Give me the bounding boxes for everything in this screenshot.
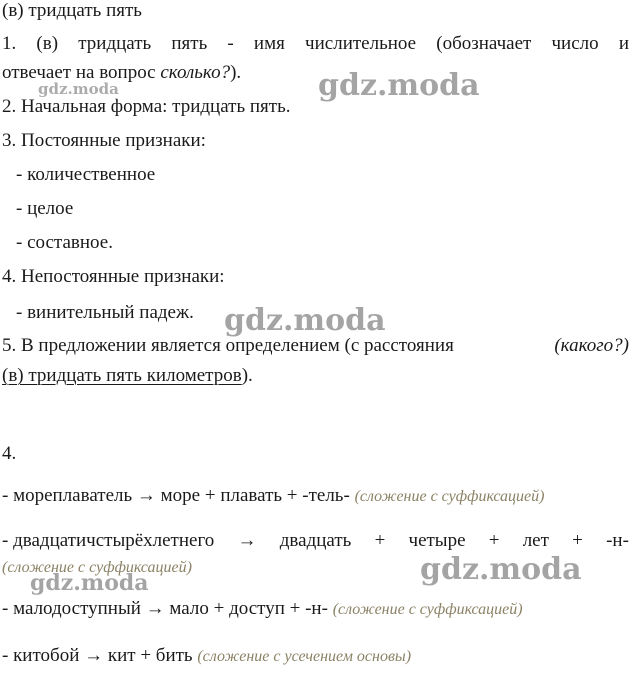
item-3-sub-1: - количественное <box>16 164 156 185</box>
word-4 <box>2 645 411 668</box>
word-2-part-7: лет <box>522 530 549 551</box>
item-1-line-2 <box>2 62 241 84</box>
word-3-note: (сложение с суффиксацией) <box>332 601 523 618</box>
watermark-logo: gdz.moda <box>420 552 582 587</box>
word-3-text: - малодоступный → мало + доступ + -н- <box>2 598 328 619</box>
word-2-part-6: + <box>488 530 500 551</box>
item-3-sub-3: - составное. <box>16 232 113 253</box>
item-1-question: сколько? <box>160 62 231 83</box>
word-3 <box>2 598 523 621</box>
watermark-logo: gdz.moda <box>38 80 119 98</box>
word-2-part-2: → <box>237 530 257 551</box>
word-2-part-3: двадцать <box>279 530 352 551</box>
watermark-logo: gdz.moda <box>224 303 386 338</box>
item-5-question: (какого?) <box>554 335 629 356</box>
word-2-part-5: четыре <box>408 530 466 551</box>
watermark-logo: gdz.moda <box>318 68 480 103</box>
item-1-line-1: 1. (в) тридцать пять - имя числительное (обозначает число и <box>2 33 629 54</box>
word-4-text: - китобой → кит + бить <box>2 645 193 666</box>
word-2-part-8: + <box>572 530 583 551</box>
heading: (в) тридцать пять <box>2 0 142 21</box>
item-2: 2. Начальная форма: тридцать пять. <box>2 96 291 117</box>
word-2-note: (сложение с суффиксацией) <box>2 559 192 576</box>
word-2-line-2 <box>2 556 192 579</box>
item-1-prefix: отвечает на вопрос <box>2 62 161 83</box>
word-1 <box>2 485 544 508</box>
item-4-sub: - винительный падеж. <box>16 302 194 323</box>
item-5-line-2 <box>2 365 253 387</box>
word-2-part-9: -н- <box>606 530 629 551</box>
item-4: 4. Непостоянные признаки: <box>2 266 225 287</box>
item-5-underlined: (в) тридцать пять километров <box>2 365 242 386</box>
item-5-line-2-suffix: ). <box>241 365 253 386</box>
word-4-note: (сложение с усечением основы) <box>197 648 412 665</box>
word-1-text: - мореплаватель → море + плавать + -тель- <box>2 485 350 506</box>
item-5-prefix: 5. В предложении является определением (с расстояния <box>2 335 454 356</box>
word-2-part-1: - двадцатичстырёхлетнего <box>2 530 215 551</box>
word-2-line-1 <box>2 530 629 552</box>
watermark-logo: gdz.moda <box>30 570 149 596</box>
item-1-suffix: ). <box>230 62 242 83</box>
word-2-part-4: + <box>374 530 386 551</box>
item-5-line-1 <box>2 335 629 357</box>
task-number: 4. <box>2 443 17 464</box>
word-1-note: (сложение с суффиксацией) <box>354 488 545 505</box>
item-3-sub-2: - целое <box>16 198 74 219</box>
item-3: 3. Постоянные признаки: <box>2 130 206 151</box>
